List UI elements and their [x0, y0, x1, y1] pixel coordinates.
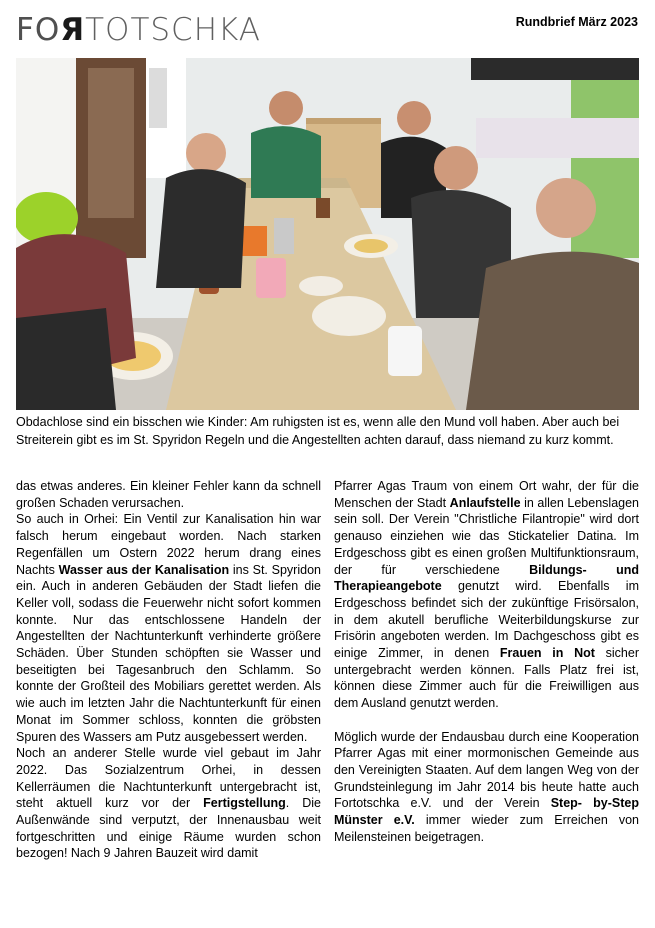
paragraph-left-3-text-a: Noch an anderer Stelle wurde viel gebaut im Jahr 2022. Das Sozialzentrum Orhei, in dessen Kellerräumen die Nachtunterkunft untergebracht ist, steht aktuell kurz vor der [16, 746, 321, 811]
highlight-fertigstellung: Fertigstellung [203, 796, 286, 811]
photo-group-meal [16, 58, 639, 410]
highlight-frauen-in-not: Frauen in Not [499, 646, 595, 661]
paragraph-right-1-text-a: Pfarrer Agas Traum von einem Ort wahr, der für die Menschen der Stadt [334, 479, 639, 510]
highlight-step-by-step: Step- by-Step Münster e.V. [334, 796, 639, 828]
paragraph-right-1-text-b: in allen Lebenslagen sein soll. Der Verein "Christliche Filantropie" wird dort genauso einziehen wie das Stickatelier Datina. Im Erdgeschoss gibt es einen großen Multifunktionsraum, der für verschiedene [334, 495, 639, 577]
logo-lead-text: FO [16, 12, 61, 48]
highlight-bildungsangebote: Bildungs- und Therapieangebote [334, 562, 639, 594]
paragraph-right-1-text-d: sicher untergebracht werden können. Falls Platz frei ist, können diese Zimmer auch für die Freiwilligen aus dem Ausland genutzt werden. [334, 646, 639, 711]
paragraph-right-2-text-b: immer wieder zum Erreichen von Meilensteinen beigetragen. [334, 813, 640, 844]
paragraph-left-2-text-a: So auch in Orhei: Ein Ventil zur Kanalisation hin war falsch herum eingebaut worden. Nach starken Regenfällen um Ostern 2022 herum drang eines Nachts [16, 512, 321, 577]
paragraph-left-3-text-b: . Die Außenwände sind verputzt, der Innenausbau weit fortgeschritten und einige Räume wurden schon bezogen! Nach 9 Jahren Bauzeit wird damit [16, 796, 321, 861]
paragraph-right-2 [334, 729, 639, 846]
highlight-wasser-kanalisation: Wasser aus der Kanalisation [58, 562, 230, 577]
logo-mirrored-r: Я [60, 12, 86, 48]
paragraph-left-3 [16, 745, 321, 862]
paragraph-left-2 [16, 511, 321, 745]
highlight-anlaufstelle: Anlaufstelle [449, 495, 521, 510]
paragraph-left-2-text-b: ins St. Spyridon ein. Auch in anderen Gebäuden der Stadt liefen die Keller voll, sodass die Feuerwehr nicht sofort kommen konnte. Nur das entschlossene Handeln der Angestellten der Nachtunterkunft verhinderte größere Schäden. Über Stunden schöpften sie Wasser und beseitigten bei Tagesanbruch den Schlamm. So konnte der Großteil des Mobiliars gerettet werden. Als wie auch im letzten Jahr die Nachtunterkunft für einen Monat im Sommer schloss, konnten die gröbsten Spuren des Wassers am Putz ausgebessert werden. [16, 562, 321, 744]
photo-caption: Obdachlose sind ein bisschen wie Kinder: Am ruhigsten ist es, wenn alle den Mund voll haben. Aber auch bei Streiterein gibt es im St. Spyridon Regeln und die Angestellten achten darauf, dass niemand zu kurz kommt. [16, 415, 620, 447]
fortotschka-logo [16, 10, 306, 50]
paragraph-right-1-text-c: genutzt wird. Ebenfalls im Erdgeschoss befindet sich der zukünftige Frisörsalon, in dem akutell berufliche Weiterbildungskurse zur Frisörin angeboten werden. Im Dachgeschoss gibt es einige Zimmer, in denen [334, 579, 639, 661]
paragraph-right-2-text-a: Möglich wurde der Endausbau durch eine Kooperation Pfarrer Agas mit einer mormonischen Gemeinde aus den Vereinigten Staaten. Auf dem langen Weg von der Grundsteinlegung im Jahr 2014 bis heute hatte auch Fortotschka e.V. und der Verein [334, 729, 639, 811]
newsletter-issue-label: Rundbrief März 2023 [515, 15, 638, 29]
paragraph-right-1 [334, 478, 639, 712]
paragraph-left-1: das etwas anderes. Ein kleiner Fehler kann da schnell großen Schaden verursachen. [16, 479, 321, 510]
article-column-left [16, 478, 321, 862]
photo-illustration [16, 58, 639, 410]
logo-rest-text: TOTSCHKA [85, 12, 262, 48]
article-column-right [334, 478, 639, 845]
